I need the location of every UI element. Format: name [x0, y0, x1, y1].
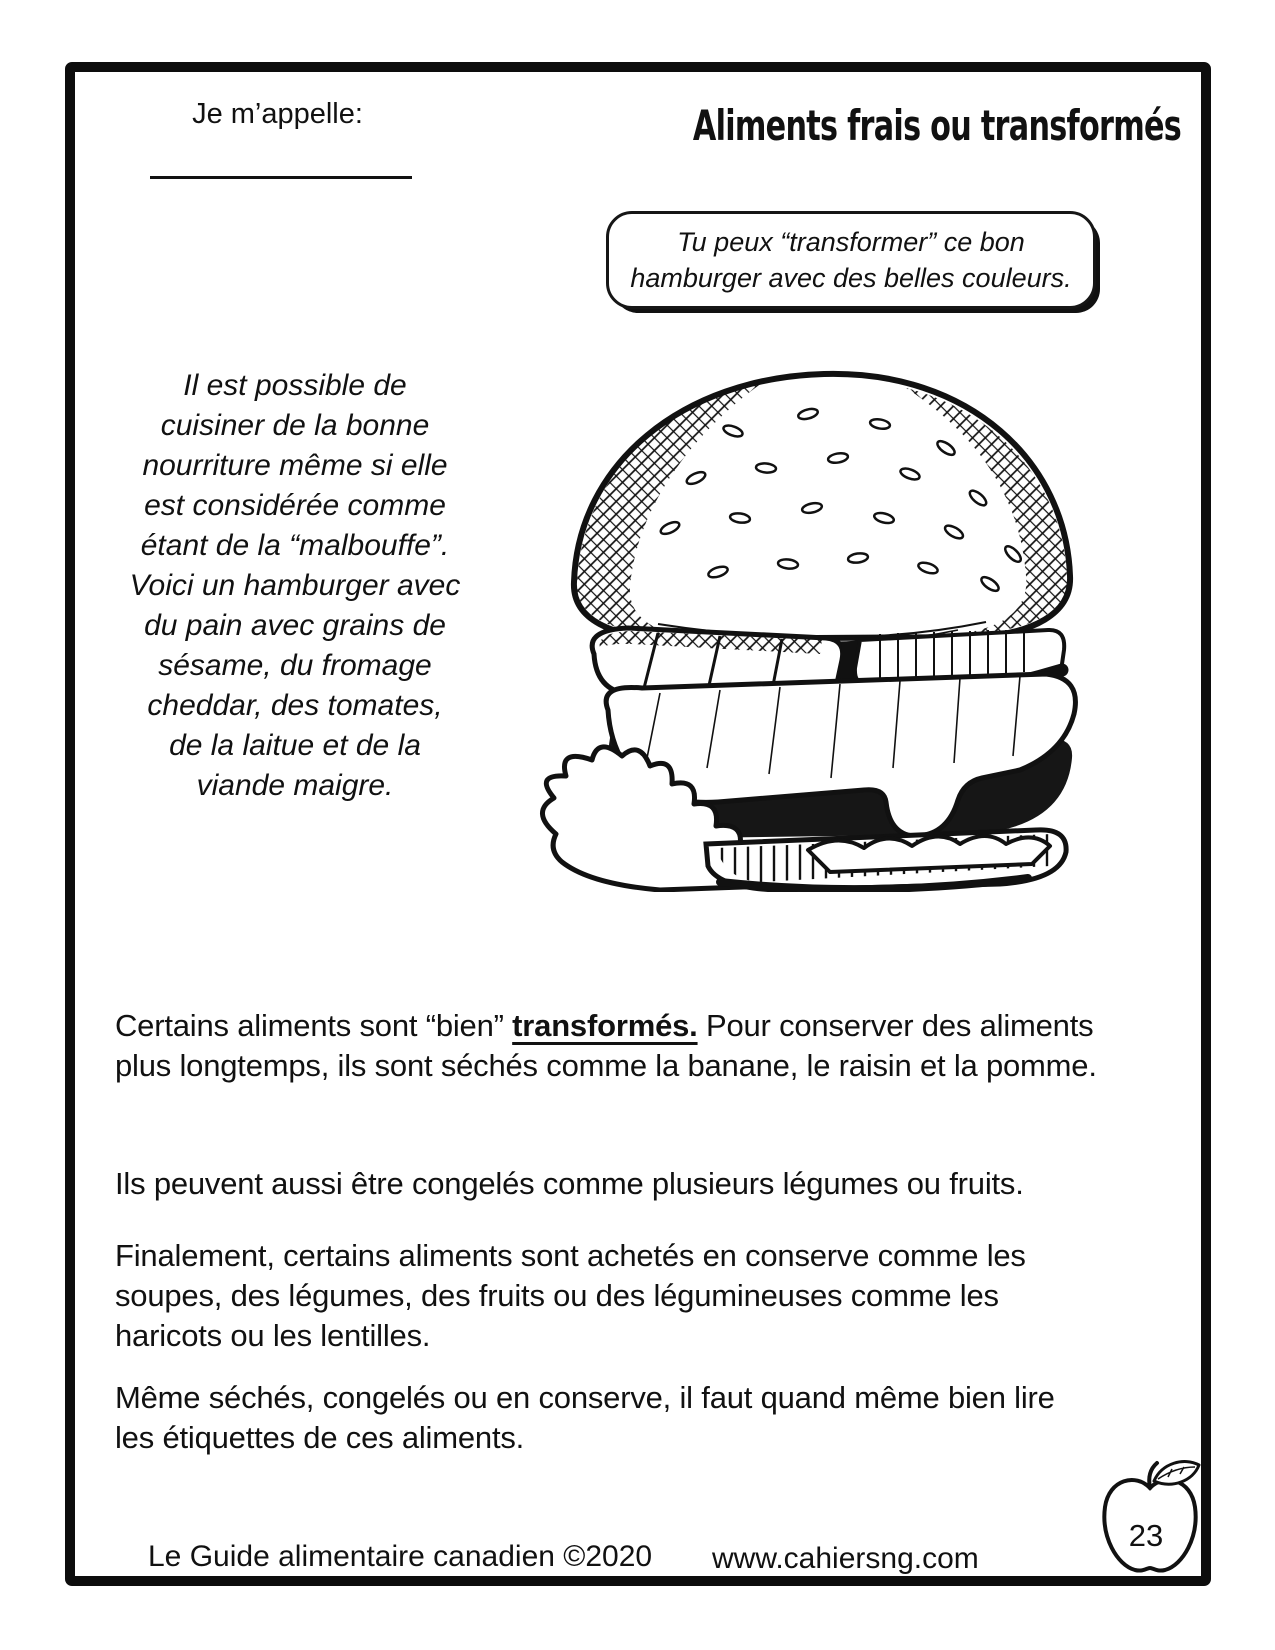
- intro-line: est considérée comme: [144, 489, 446, 522]
- intro-line: Il est possible de: [183, 369, 407, 402]
- name-field-label: Je m’appelle:: [192, 98, 363, 130]
- intro-line: du pain avec grains de: [144, 609, 446, 642]
- footer-source-text: Le Guide alimentaire canadien ©2020: [148, 1540, 653, 1573]
- bottom-bun: [706, 830, 1066, 890]
- intro-line: cuisiner de la bonne: [160, 409, 430, 442]
- page-title: [598, 101, 1182, 150]
- name-input-line[interactable]: [150, 142, 412, 179]
- intro-line: viande maigre.: [196, 769, 394, 802]
- bubble-line: hamburger avec des belles couleurs.: [630, 263, 1072, 293]
- intro-line: étant de la “malbouffe”.: [140, 529, 450, 562]
- intro-line: Voici un hamburger avec: [129, 569, 461, 602]
- top-bun: [574, 374, 1070, 653]
- page-title-text: Aliments frais ou transformés: [692, 101, 1182, 150]
- paragraph-transformes: [115, 1006, 1100, 1086]
- p1-text-after: Pour conserver des aliments plus longtemps, ils sont séchés comme la banane, le raisin et la pomme.: [115, 1008, 1097, 1083]
- footer-website-text: www.cahiersng.com: [712, 1542, 979, 1575]
- speech-bubble: [606, 211, 1096, 309]
- hamburger-illustration: [508, 336, 1130, 892]
- intro-text-block: [105, 366, 485, 806]
- paragraph-etiquettes: Même séchés, congelés ou en conserve, il faut quand même bien lire les étiquettes de ces aliments.: [115, 1380, 1055, 1455]
- intro-line: sésame, du fromage: [158, 649, 432, 682]
- p1-keyword-transformes: transformés.: [512, 1008, 698, 1043]
- paragraph-conserve: Finalement, certains aliments sont achetés en conserve comme les soupes, des légumes, des fruits ou des légumineuses comme les haricots ou les lentilles.: [115, 1238, 1026, 1353]
- page-number: 23: [1128, 1518, 1164, 1553]
- intro-line: cheddar, des tomates,: [147, 689, 443, 722]
- intro-line: nourriture même si elle: [142, 449, 448, 482]
- intro-line: de la laitue et de la: [169, 729, 421, 762]
- bubble-line: Tu peux “transformer” ce bon: [677, 227, 1025, 257]
- paragraph-congeles: Ils peuvent aussi être congelés comme plusieurs légumes ou fruits.: [115, 1166, 1024, 1201]
- p1-text-before: Certains aliments sont “bien”: [115, 1008, 513, 1043]
